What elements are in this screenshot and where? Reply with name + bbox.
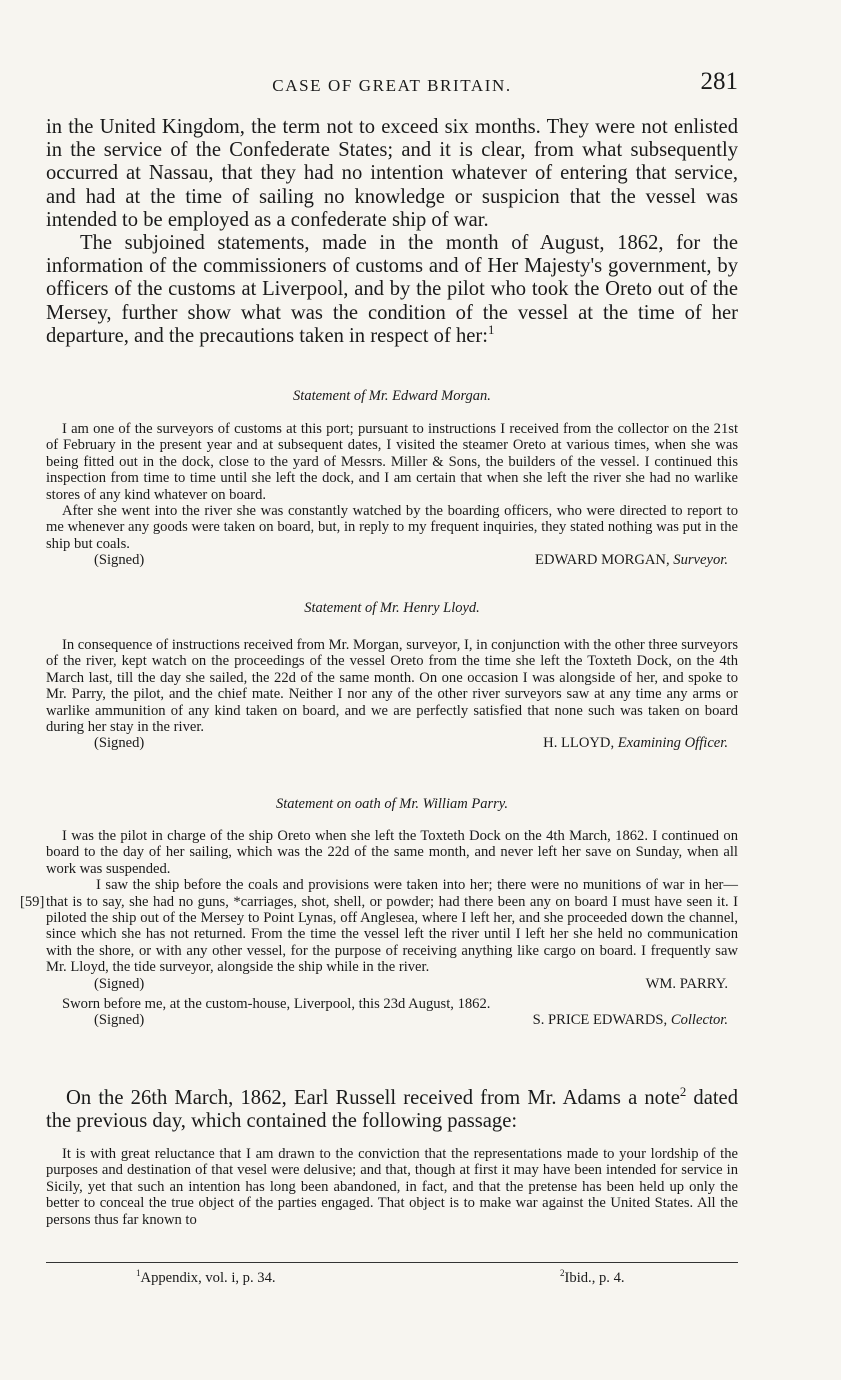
footnote-ref-2: 2 (679, 1085, 687, 1100)
collector-title: Collector. (670, 1012, 728, 1029)
signer-name: H. LLOYD, (543, 735, 615, 752)
statements-text: The subjoined statements, made in the month of August, 1862, for the information of the commissioners of customs and of Her Majesty's government, by officers of the customs at Liverpool, and by the pilot who took the Oreto out of the Mersey, further show what was the condition of the vessel at the time of her departure, and the precautions taken in respect of her: (46, 232, 738, 347)
adams-quote: It is with great reluctance that I am drawn to the conviction that the representations made to your lordship of the purposes and destination of that vesel were delusive; and that, though at first it may have been intended for service in Sicily, yet that such an intention has long been abandoned, in fact, and that the pretense has been held up only the better to conceal the true object of the parties engaged. That object is to make war against the United States. All the persons thus far known to (46, 1146, 738, 1228)
parry-signature (46, 976, 738, 992)
russell-text-a: On the 26th March, 1862, Earl Russell received from Mr. Adams a note (66, 1087, 680, 1109)
russell-paragraph (46, 1087, 738, 1133)
footnote-divider (46, 1262, 738, 1263)
running-title: CASE OF GREAT BRITAIN. (272, 76, 512, 95)
russell-text-b: dated the previous day, which contained the following passage: (46, 1087, 738, 1133)
morgan-para-1: I am one of the surveyors of customs at this port; pursuant to instructions I received from the collector on the 21st of February in the present year and at subsequent dates, I visited the steamer Oreto at various times, when she was being fitted out in the dock, close to the yard of Messrs. Miller & Sons, the builders of the vessel. I continued this inspection from time to time until she left the dock, and I am certain that when she left the river she had no warlike stores of any kind whatever on board. (46, 421, 738, 503)
statements-paragraph (46, 232, 738, 348)
lloyd-signature (46, 735, 738, 751)
signer-title: Surveyor. (673, 552, 728, 569)
footnote-1 (136, 1270, 276, 1287)
signed-label: (Signed) (94, 975, 145, 992)
signer-title: Examining Officer. (617, 735, 728, 752)
parry-statement (46, 828, 738, 1029)
intro-paragraph: in the United Kingdom, the term not to exceed six months. They were not enlisted in the service of the Confederate States; and it is clear, from what subsequently occurred at Nassau, that they had no intention whatever of entering that service, and had at the time of sailing no knowledge or suspicion that the vessel was intended to be employed as a confederate ship of war. (46, 116, 738, 231)
signed-label: (Signed) (94, 735, 145, 752)
intro-section (46, 116, 738, 348)
page-number: 281 (700, 68, 738, 95)
parry-heading: Statement on oath of Mr. William Parry. (276, 796, 508, 812)
lloyd-heading: Statement of Mr. Henry Lloyd. (304, 600, 480, 616)
adams-quote-block (46, 1146, 738, 1228)
collector-signature (46, 1012, 738, 1028)
footnote-2-mark: 2 (560, 1268, 565, 1279)
parry-para-1: I was the pilot in charge of the ship Oreto when she left the Toxteth Dock on the 4th March, 1862. I continued on board to the day of her sailing, which was the 22d of the same month, and never left her save on Sunday, when all work was suspended. (46, 828, 738, 877)
footnote-2 (560, 1270, 625, 1287)
russell-section (46, 1087, 738, 1133)
sworn-line: Sworn before me, at the custom-house, Liverpool, this 23d August, 1862. (62, 996, 491, 1013)
signed-label: (Signed) (94, 552, 145, 569)
footnote-1-text: Appendix, vol. i, p. 34. (140, 1270, 276, 1286)
parry-para-2: I saw the ship before the coals and provisions were taken into her; there were no munitions of war in her—that is to say, she had no guns, *carriages, shot, shell, or powder; had there been any on board I must have seen it. I piloted the ship out of the Mersey to Point Lynas, off Anglesea, where I left her, and she proceeded down the channel, since which she has not returned. From the time the vessel left the river until I left her she held no communication with the shore, or with any other vessel, for the purpose of receiving anything like cargo on board. I frequently saw Mr. Lloyd, the tide surveyor, alongside the ship while in the river. (46, 877, 738, 976)
footnote-1-mark: 1 (136, 1268, 141, 1279)
footnote-2-text: Ibid., p. 4. (564, 1270, 625, 1286)
collector-name: S. PRICE EDWARDS, (532, 1012, 668, 1029)
running-header (46, 64, 738, 94)
lloyd-statement (46, 637, 738, 752)
lloyd-para-1: In consequence of instructions received from Mr. Morgan, surveyor, I, in conjunction with the other three surveyors of the river, kept watch on the proceedings of the vessel Oreto from the time she left the Toxteth Dock, on the 4th March last, till the day she sailed, the 22d of the same month. On one occasion I was alongside of her, and spoke to Mr. Parry, the pilot, and the chief mate. Neither I nor any of the other river surveyors saw at any time any arms or warlike ammunition of any kind taken on board, and we are perfectly satisfied that none such was taken on board during her stay in the river. (46, 637, 738, 736)
signer-block (543, 735, 728, 751)
signer-block (535, 552, 728, 568)
signed-label: (Signed) (94, 1012, 145, 1029)
morgan-signature (46, 552, 738, 568)
morgan-statement (46, 421, 738, 569)
signer-name: WM. PARRY. (645, 975, 728, 992)
signer-block (533, 1012, 728, 1028)
margin-page-reference: [59] (20, 894, 45, 910)
footnote-ref-1: 1 (488, 322, 495, 337)
morgan-heading: Statement of Mr. Edward Morgan. (293, 388, 491, 404)
signer-name: EDWARD MORGAN, (535, 552, 670, 569)
morgan-para-2: After she went into the river she was constantly watched by the boarding officers, who were directed to report to me whenever any goods were taken on board, but, in reply to my frequent inquiries, they stated nothing was put in the ship but coals. (46, 503, 738, 552)
